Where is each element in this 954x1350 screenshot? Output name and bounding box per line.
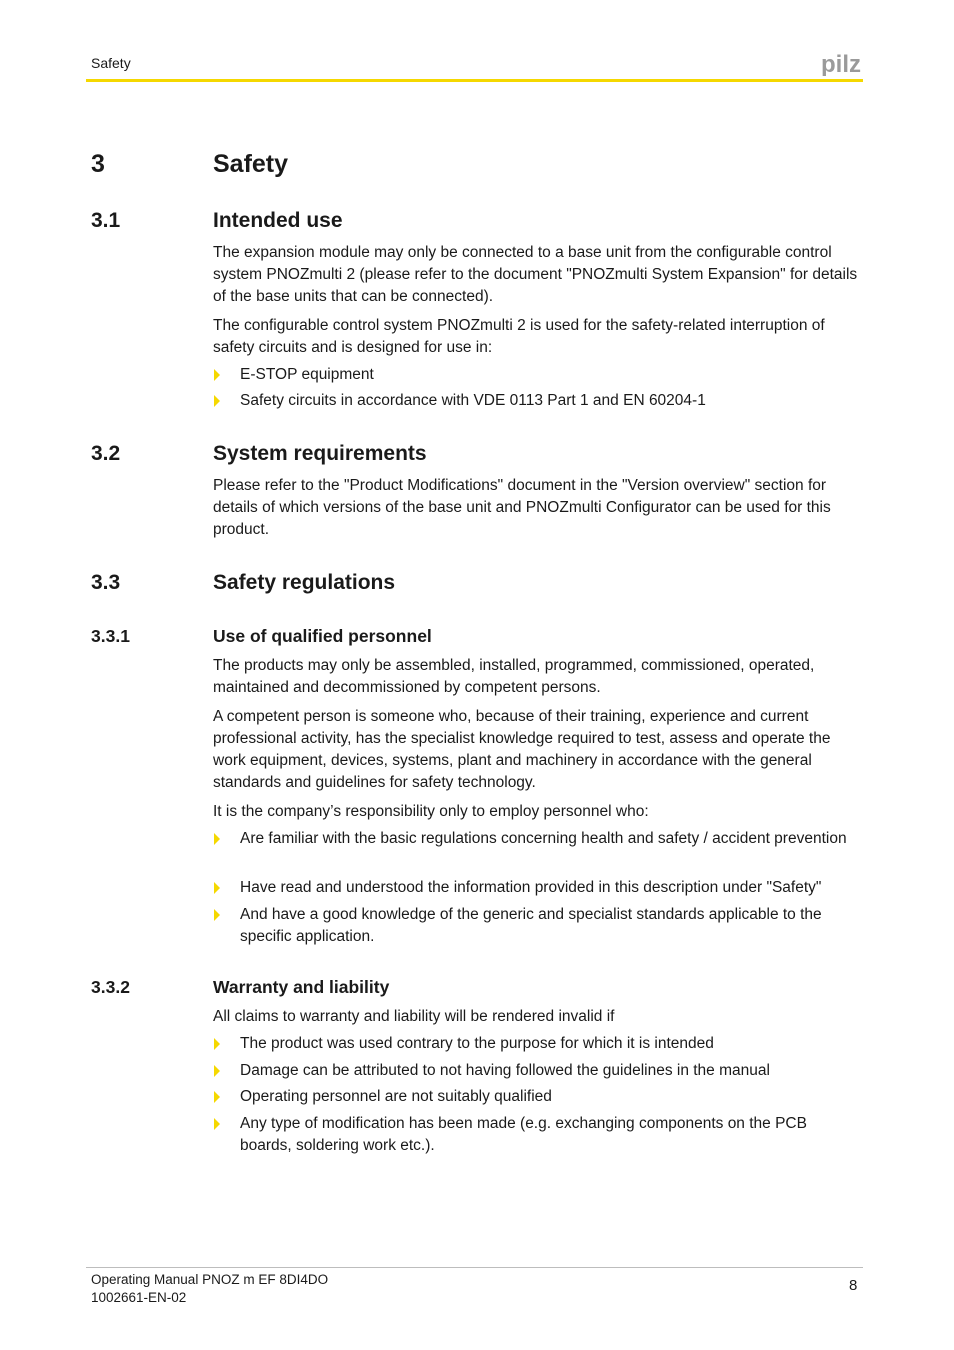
paragraph: The configurable control system PNOZmulti 2 is used for the safety-related interruption of safety circuits and is designed for use in: [213, 317, 825, 356]
list-item-text: Any type of modification has been made (e.g. exchanging components on the PCB boards, soldering work etc.). [240, 1115, 807, 1154]
paragraph: Please refer to the "Product Modifications" document in the "Version overview" section for details of which versions of the base unit and PNOZmulti Configurator can be used for this product. [213, 477, 831, 538]
pilz-logo-text: pilz [821, 52, 861, 76]
bullet-arrow-icon [214, 833, 220, 845]
list-item-text: Damage can be attributed to not having followed the guidelines in the manual [240, 1062, 770, 1079]
list-item-text: Are familiar with the basic regulations concerning health and safety / accident prevention [240, 830, 847, 847]
bullet-arrow-icon [214, 1038, 220, 1050]
subsection-number: 3.3.1 [91, 626, 130, 646]
paragraph: The expansion module may only be connected to a base unit from the configurable control system PNOZmulti 2 (please refer to the document "PNOZmulti System Expansion" for details of the base units that can be connected). [213, 244, 858, 305]
paragraph: It is the company’s responsibility only to employ personnel who: [213, 803, 649, 820]
list-item-text: Operating personnel are not suitably qualified [240, 1088, 552, 1105]
bullet-arrow-icon [214, 1091, 220, 1103]
list-item-text: The product was used contrary to the purpose for which it is intended [240, 1035, 714, 1052]
footer-doc-number: 1002661-EN-02 [91, 1290, 187, 1305]
bullet-arrow-icon [214, 395, 220, 407]
subsection-number: 3.3.2 [91, 977, 130, 997]
chapter-number: 3 [91, 150, 105, 178]
list-item-text: And have a good knowledge of the generic and specialist standards applicable to the specific application. [240, 906, 822, 945]
bullet-arrow-icon [214, 1118, 220, 1130]
paragraph: All claims to warranty and liability will be rendered invalid if [213, 1008, 615, 1025]
footer-manual-title: Operating Manual PNOZ m EF 8DI4DO [91, 1272, 329, 1287]
pilz-logo [820, 52, 866, 76]
page-number: 8 [849, 1277, 858, 1294]
bullet-arrow-icon [214, 369, 220, 381]
list-item-text: E-STOP equipment [240, 366, 374, 383]
header-rule [86, 79, 863, 82]
running-header-section: Safety [91, 55, 131, 71]
list-item-text: Safety circuits in accordance with VDE 0113 Part 1 and EN 60204-1 [240, 392, 706, 409]
section-number: 3.3 [91, 571, 121, 594]
list-item-text: Have read and understood the information provided in this description under "Safety" [240, 879, 822, 896]
section-title: Safety regulations [213, 571, 396, 594]
bullet-arrow-icon [214, 909, 220, 921]
paragraph: The products may only be assembled, installed, programmed, commissioned, operated, maintained and decommissioned by competent persons. [213, 657, 815, 696]
section-title: Intended use [213, 209, 343, 232]
bullet-arrow-icon [214, 1065, 220, 1077]
section-title: System requirements [213, 442, 427, 465]
subsection-title: Use of qualified personnel [213, 626, 432, 646]
bullet-arrow-icon [214, 882, 220, 894]
subsection-title: Warranty and liability [213, 977, 390, 997]
section-number: 3.2 [91, 442, 121, 465]
chapter-title: Safety [213, 150, 289, 178]
section-number: 3.1 [91, 209, 121, 232]
paragraph: A competent person is someone who, because of their training, experience and current professional activity, has the specialist knowledge required to test, assess and operate the work equipment, devices, systems, plant and machinery in accordance with the general standards and guidelines for safety technology. [213, 708, 831, 791]
footer-rule [86, 1267, 863, 1268]
